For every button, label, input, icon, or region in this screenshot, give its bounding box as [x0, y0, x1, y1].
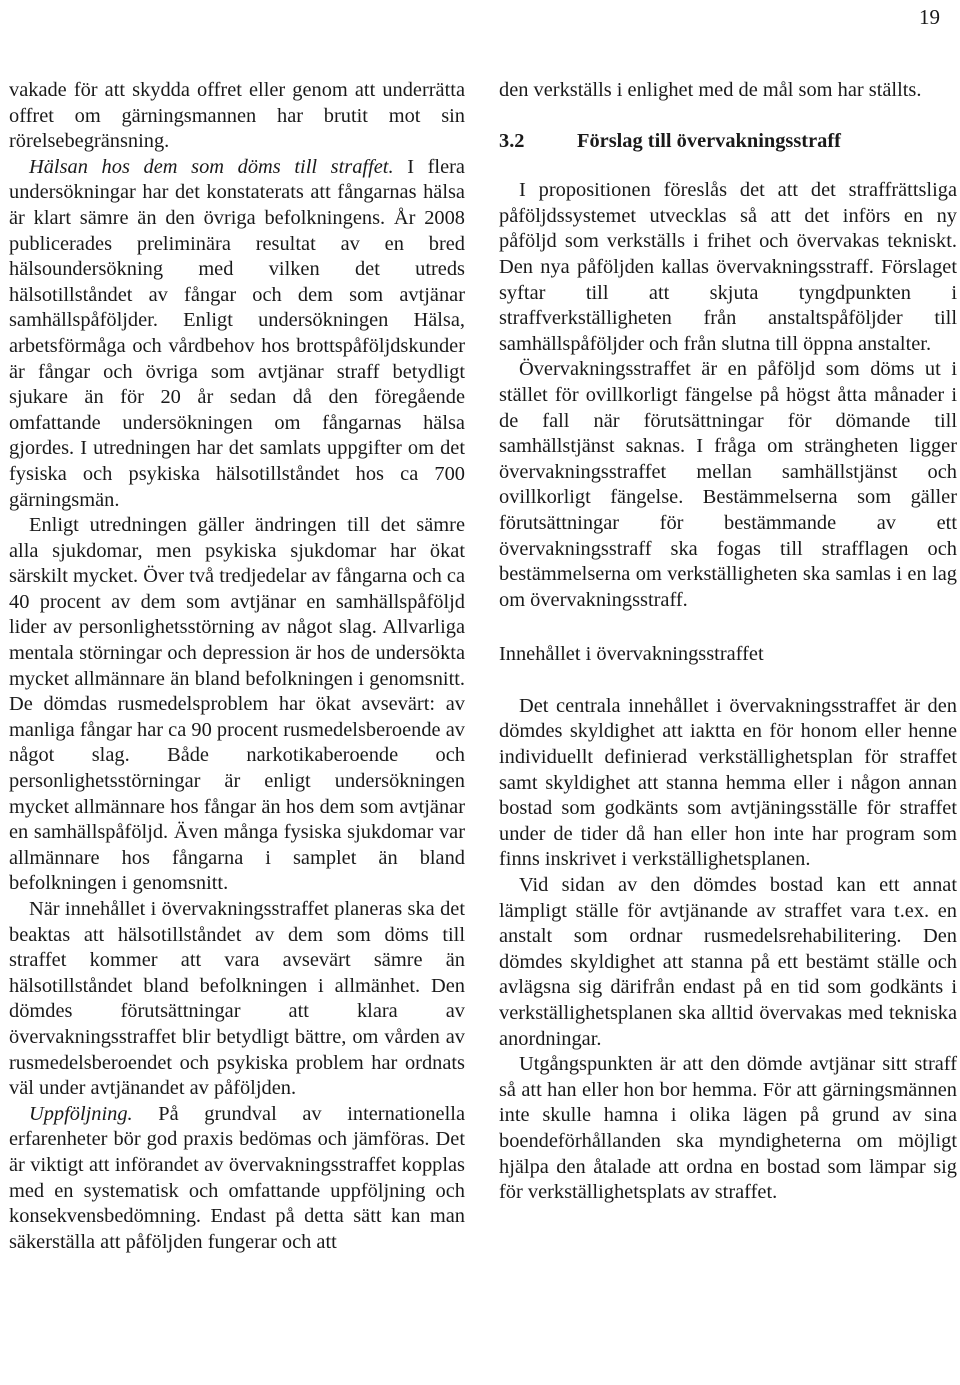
run-in-heading: Hälsan hos dem som döms till straffet. — [29, 155, 394, 178]
paragraph: Utgångspunkten är att den dömde avtjänar sitt straff så att han eller hon bor hemma. För att gärningsmännen inte skulle hamna i olika lägen på grund av sina boendeförhållanden ska myndigheterna om möjligt hjälpa den åtalade att ordna en bostad som lämpar sig för verkställighetsplats av straffet. — [499, 1053, 957, 1204]
paragraph: När innehållet i övervakningsstraffet planeras ska det beaktas att hälsotillståndet av dem som döms till straffet kommer att vara avsevärt sämre än hälsotillståndet bland befolkningen i allmänhet. Den dömdes förutsättningar att klara av övervakningsstraffet blir betydligt bättre, om vården av rusmedelsberoendet och psykiska problem har ordnats väl under avtjänandet av påföljden. — [9, 898, 465, 1100]
right-column — [499, 78, 957, 1206]
section-title: Förslag till övervakningsstraff — [577, 129, 841, 152]
paragraph: Det centrala innehållet i övervakningsstraffet är den dömdes skyldighet att iaktta en för honom eller henne individuellt definierad verkställighetsplan för straffet samt skyldighet att stanna hemma eller i någon annan bostad som godkänts som avtjäningsställe för straffet under de tider då han eller hon inte har program som finns inskrivet i verkställighetsplanen. — [499, 694, 957, 871]
left-column — [9, 78, 465, 1255]
subheading: Innehållet i övervakningsstraffet — [499, 643, 764, 666]
paragraph-text: I flera undersökningar har det konstaterats att fångarnas hälsa är klart sämre än den övriga befolkningens. År 2008 publicerades preliminära resultat av en bred hälsoundersökning med vilken det utreds hälsotillståndet av fångar och dem som avtjänar samhällspåföljder. Enligt undersökningen Hälsa, arbetsförmåga och vårdbehov hos brottspåföljdskunder är fångar och övriga som avtjänar straff betydligt sjukare än för 20 år sedan då den föregående omfattande undersökningen om fångarnas hälsa gjordes. I utredningen har det samlats uppgifter om det fysiska och psykiska hälsotillståndet hos ca 700 gärningsmän. — [9, 155, 465, 511]
paragraph: den verkställs i enlighet med de mål som har ställts. — [499, 79, 922, 101]
paragraph-follow-up — [9, 1102, 465, 1256]
page-number: 19 — [919, 5, 940, 29]
paragraph: I propositionen föreslås det att det straffrättsliga påföljdssystemet utvecklas så att det införs en ny påföljd som verkställs i frihet och övervakas tekniskt. Den nya påföljden kallas övervakningsstraff. Förslaget syftar till att skjuta tyngdpunkten i straffverkställigheten från anstaltspåföljder till samhällspåföljder och från slutna till öppna anstalter. — [499, 179, 957, 355]
paragraph-text: På grundval av internationella erfarenheter bör god praxis bedömas och jämföras. Det är viktigt att införandet av övervakningsstraffet kopplas med en systematisk och omfattande uppföljning och konsekvensbedömning. Endast på detta sätt kan man säkerställa att påföljden fungerar och att — [9, 1102, 465, 1253]
paragraph: vakade för att skydda offret eller genom att underrätta offret om gärningsmannen har brutit mot sin rörelsebegränsning. — [9, 79, 465, 153]
paragraph-health — [9, 155, 465, 513]
paragraph: Övervakningsstraffet är en påföljd som döms ut i stället för ovillkorligt fängelse på högst åtta månader i de fall när förutsättningar för dömande till samhällstjänst saknas. I fråga om strängheten ligger övervakningsstraffet mellan samhällstjänst och ovillkorligt fängelse. Bestämmelserna som gäller förutsättningar för bestämmande av ett övervakningsstraff ska fogas till strafflagen och bestämmelserna om verkställigheten ska samlas i en lag om övervakningsstraff. — [499, 358, 957, 611]
run-in-heading: Uppföljning. — [29, 1102, 133, 1125]
paragraph: Vid sidan av den dömdes bostad kan ett annat lämpligt ställe för avtjänande av straffet vara t.ex. en anstalt som ordnar rusmedelsrehabilitering. Den dömdes skyldighet att stanna på ett bestämt ställe och avlägsna sig därifrån endast på en tid som godkänts i verkställighetsplanen ska alltid övervakas med tekniska anordningar. — [499, 874, 957, 1050]
paragraph: Enligt utredningen gäller ändringen till det sämre alla sjukdomar, men psykiska sjukdomar har ökat särskilt mycket. Över två tredjedelar av fångarna och ca 40 procent av dem som avtjänar en samhällspåföljd lider av personlighetsstörning av något slag. Allvarliga mentala störningar och depression är hos de undersökta mycket allmännare än bland befolkningen i genomsnitt. De dömdas rusmedelsproblem har ökat avsevärt: av manliga fångar har ca 90 procent rusmedelsberoende av något slag. Både narkotikaberoende och personlighetsstörningar är enligt undersökningen mycket allmännare hos fångar än hos dem som avtjänar en samhällspåföljd. Även många fysiska sjukdomar var allmännare hos fångarna i samplet än bland befolkningen i genomsnitt. — [9, 514, 465, 895]
section-number: 3.2 — [499, 129, 525, 152]
section-heading — [499, 129, 957, 155]
